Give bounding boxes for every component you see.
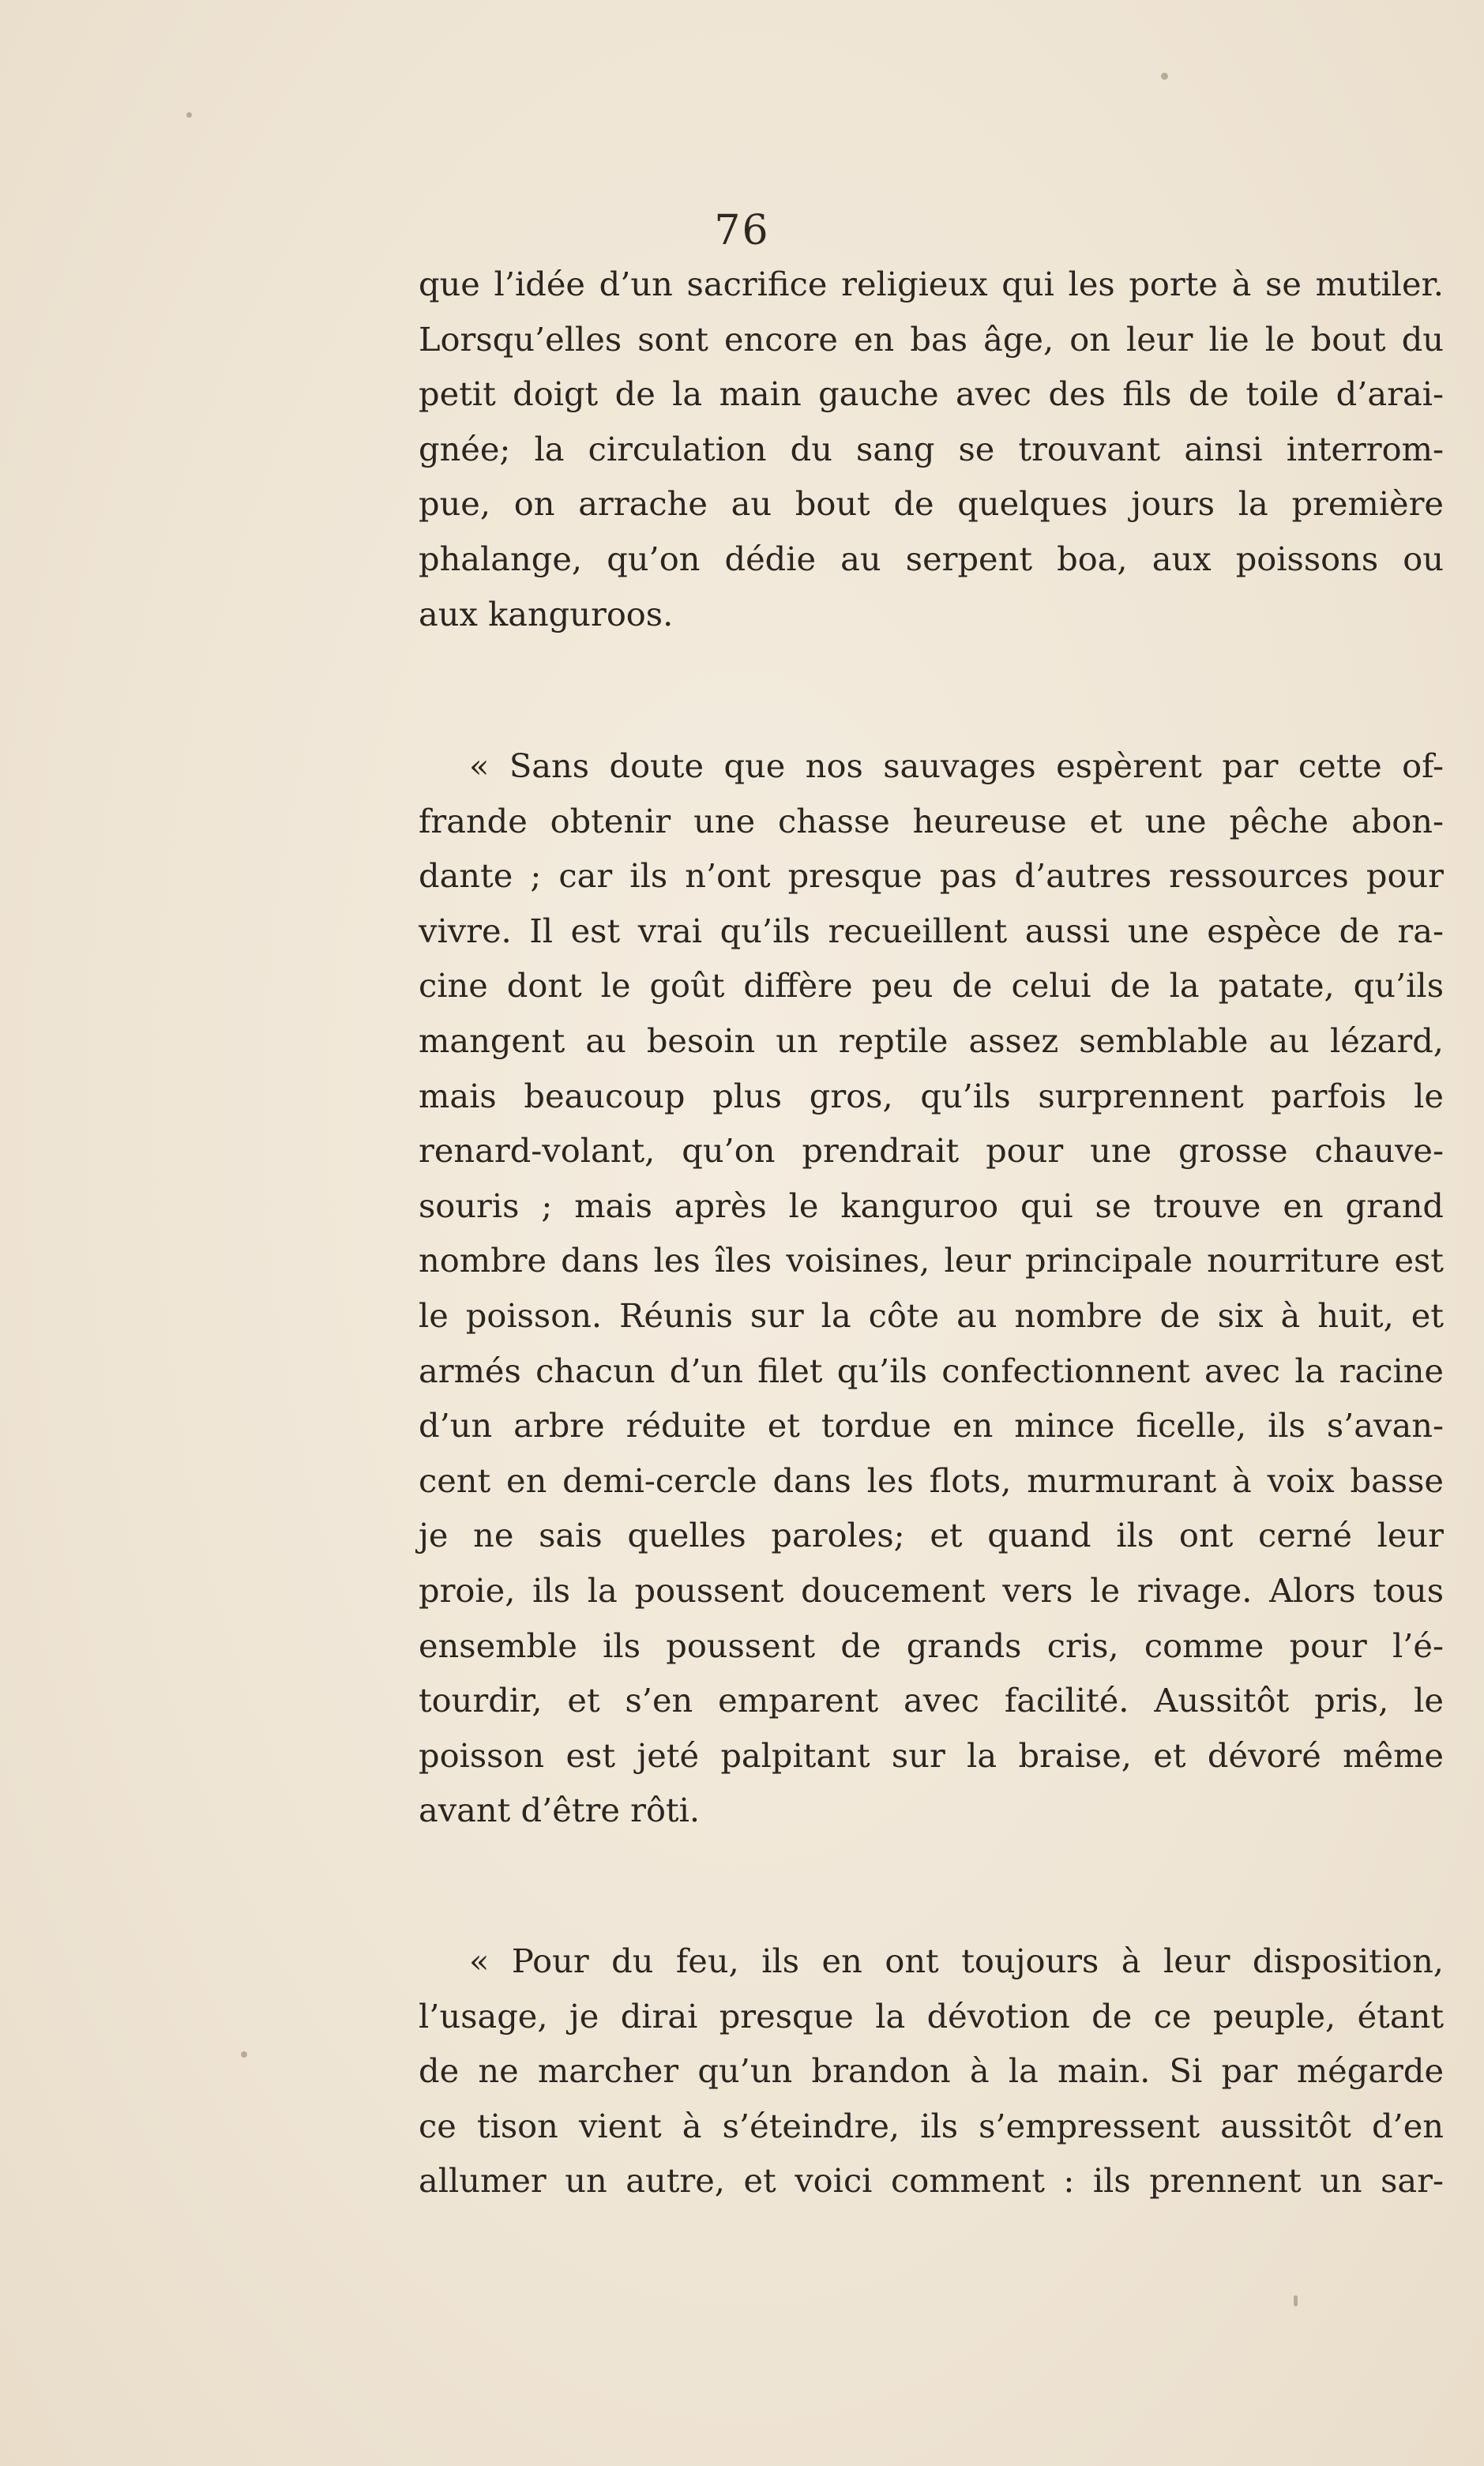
text-line: ensemble ils poussent de grands cris, comme pour l’é-	[419, 1626, 1444, 1665]
text-line: nombre dans les îles voisines, leur principale nourriture est	[419, 1241, 1444, 1280]
text-line: souris ; mais après le kanguroo qui se trouve en grand	[419, 1186, 1444, 1225]
text-line: le poisson. Réunis sur la côte au nombre de six à huit, et	[419, 1295, 1444, 1335]
paper-speck	[186, 112, 192, 118]
text-line: cent en demi-cercle dans les flots, murmurant à voix basse	[419, 1460, 1444, 1500]
text-line: je ne sais quelles paroles; et quand ils ont cerné leur	[419, 1516, 1444, 1555]
text-line: ce tison vient à s’éteindre, ils s’empressent aussitôt d’en	[419, 2106, 1444, 2145]
text-line: tourdir, et s’en emparent avec facilité. Aussitôt pris, le	[419, 1681, 1444, 1720]
text-line: proie, ils la poussent doucement vers le rivage. Alors tous	[419, 1570, 1444, 1610]
paragraph-3	[419, 1934, 1444, 2208]
page-number: 76	[714, 207, 770, 254]
text-line: de ne marcher qu’un brandon à la main. Si par mégarde	[419, 2051, 1444, 2091]
text-line: frande obtenir une chasse heureuse et une pêche abon-	[419, 801, 1444, 840]
text-line: l’usage, je dirai presque la dévotion de ce peuple, étant	[419, 1996, 1444, 2036]
text-line: vivre. Il est vrai qu’ils recueillent aussi une espèce de ra-	[419, 911, 1444, 950]
text-line: que l’idée d’un sacrifice religieux qui les porte à se mutiler.	[419, 265, 1444, 303]
text-line: dante ; car ils n’ont presque pas d’autres ressources pour	[419, 856, 1444, 896]
paragraph-1	[419, 257, 1444, 641]
text-line: mangent au besoin un reptile assez semblable au lézard,	[419, 1021, 1444, 1060]
paper-speck	[1294, 2295, 1298, 2306]
text-line: mais beaucoup plus gros, qu’ils surprennent parfois le	[419, 1076, 1444, 1115]
text-line: avant d’être rôti.	[419, 1791, 701, 1830]
paper-speck	[1161, 73, 1168, 80]
text-line: cine dont le goût diffère peu de celui de la patate, qu’ils	[419, 966, 1444, 1006]
text-line: gnée; la circulation du sang se trouvant ainsi interrom-	[419, 429, 1444, 468]
text-line: « Pour du feu, ils en ont toujours à leur disposition,	[469, 1942, 1444, 1980]
text-line: aux kanguroos.	[419, 594, 674, 633]
text-line: poisson est jeté palpitant sur la braise, et dévoré même	[419, 1735, 1444, 1775]
paper-speck	[241, 2051, 247, 2058]
text-line: « Sans doute que nos sauvages espèrent par cette of-	[469, 746, 1444, 785]
text-line: Lorsqu’elles sont encore en bas âge, on leur lie le bout du	[419, 319, 1444, 359]
text-line: phalange, qu’on dédie au serpent boa, aux poissons ou	[419, 539, 1444, 578]
text-line: pue, on arrache au bout de quelques jours la première	[419, 484, 1444, 524]
text-line: petit doigt de la main gauche avec des fils de toile d’arai-	[419, 374, 1444, 414]
text-line: renard-volant, qu’on prendrait pour une grosse chauve-	[419, 1131, 1444, 1171]
text-line: d’un arbre réduite et tordue en mince ficelle, ils s’avan-	[419, 1406, 1444, 1445]
text-line: allumer un autre, et voici comment : ils prennent un sar-	[419, 2161, 1444, 2201]
paragraph-2	[419, 739, 1444, 1838]
text-line: armés chacun d’un filet qu’ils confectionnent avec la racine	[419, 1351, 1444, 1390]
